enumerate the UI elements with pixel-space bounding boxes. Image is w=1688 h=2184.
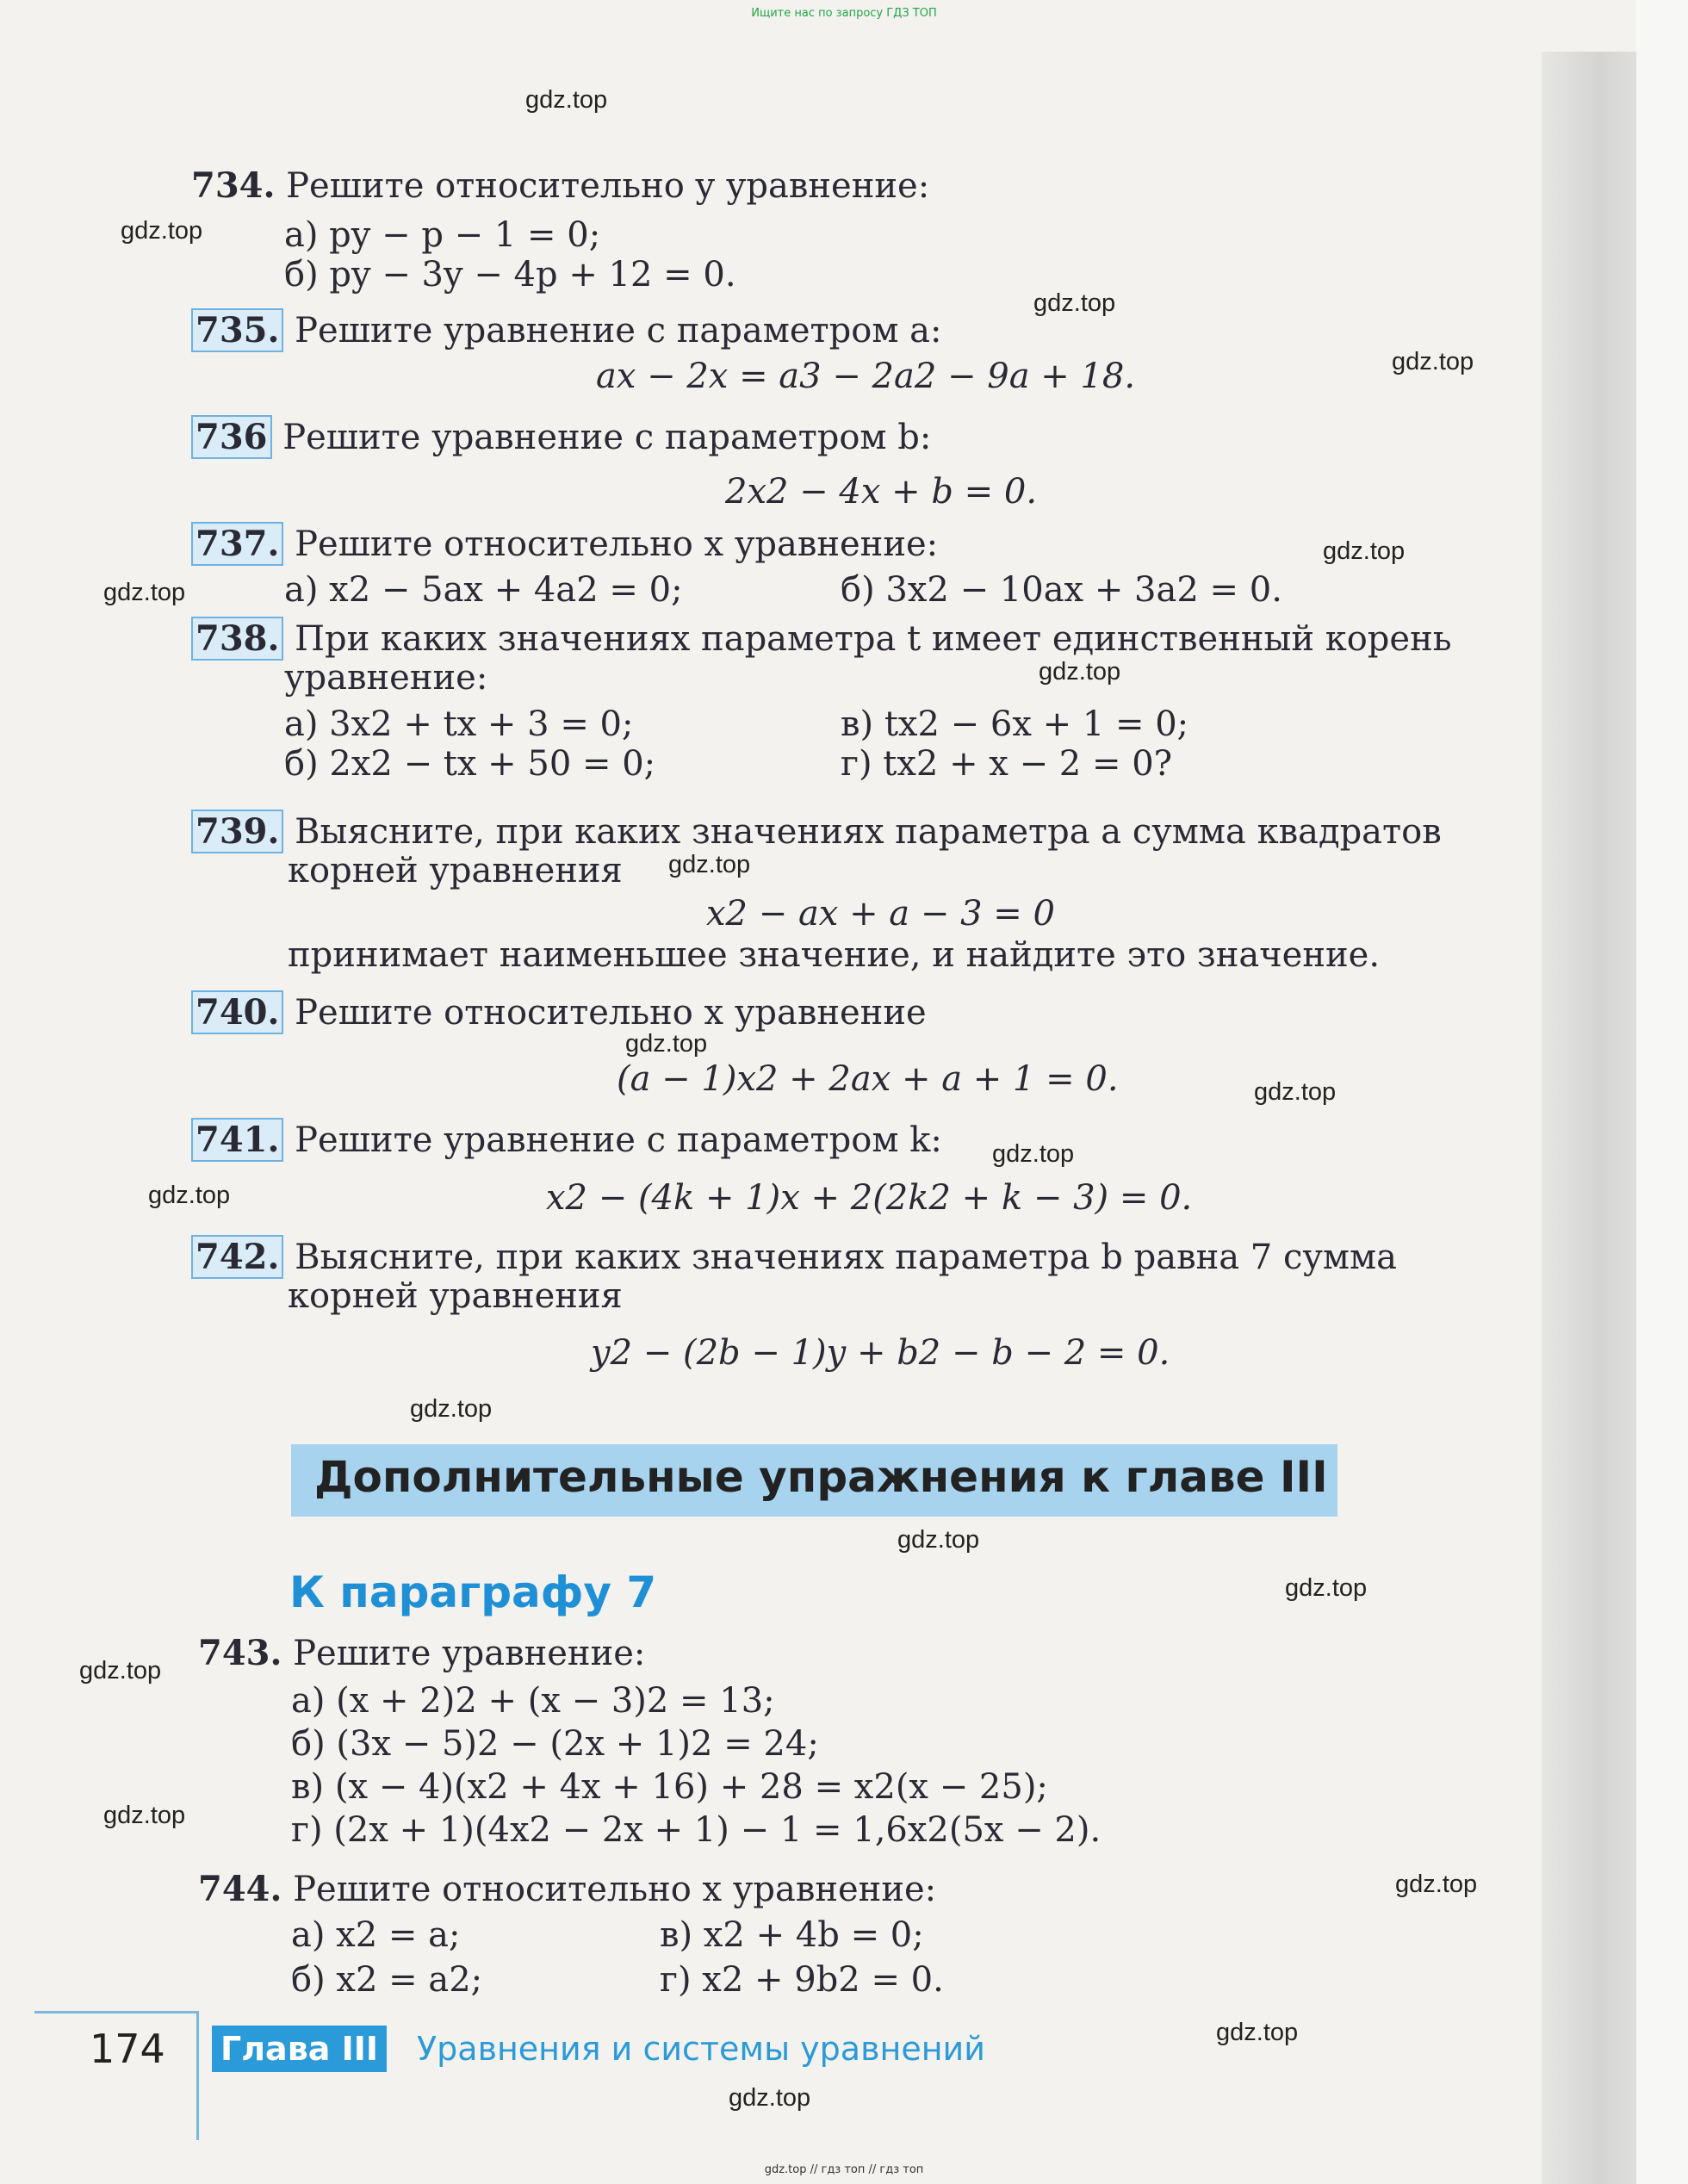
watermark: gdz.top: [79, 1657, 162, 1685]
exercise-743-v: в) (x − 4)(x2 + 4x + 16) + 28 = x2(x − 25);: [291, 1767, 1048, 1807]
exercise-734: 734. Решите относительно y уравнение:: [191, 165, 930, 206]
watermark: gdz.top: [1392, 348, 1474, 375]
exercise-737: 737. Решите относительно x уравнение:: [191, 524, 938, 565]
exercise-742-text2: корней уравнения: [288, 1276, 623, 1316]
exercise-736: 736 Решите уравнение с параметром b:: [191, 417, 931, 458]
exercise-742: 742. Выясните, при каких значениях параметра b равна 7 сумма: [191, 1237, 1397, 1278]
paragraph-title: К параграфу 7: [289, 1567, 657, 1617]
watermark: gdz.top: [897, 1526, 980, 1554]
exercise-737-a: а) x2 − 5ax + 4a2 = 0;: [284, 570, 683, 610]
exercise-742-formula: y2 − (2b − 1)y + b2 − b − 2 = 0.: [591, 1333, 1170, 1373]
exercise-740: 740. Решите относительно x уравнение: [191, 992, 927, 1033]
exercise-738-b: б) 2x2 − tx + 50 = 0;: [284, 744, 656, 784]
page-edge: [1636, 0, 1688, 2184]
footer-note: gdz.top // гдз топ // гдз топ: [764, 2163, 924, 2176]
exercise-741-formula: x2 − (4k + 1)x + 2(2k2 + k − 3) = 0.: [546, 1178, 1193, 1218]
footer-rule-vertical: [196, 2011, 199, 2140]
watermark: gdz.top: [525, 86, 608, 114]
exercise-738-text2: уравнение:: [284, 658, 488, 698]
exercise-743-a: а) (x + 2)2 + (x − 3)2 = 13;: [291, 1681, 775, 1721]
section-title: Дополнительные упражнения к главе III: [314, 1452, 1328, 1502]
watermark: gdz.top: [148, 1182, 231, 1209]
watermark: gdz.top: [121, 217, 203, 245]
watermark: gdz.top: [625, 1030, 708, 1058]
exercise-738-v: в) tx2 − 6x + 1 = 0;: [841, 704, 1189, 744]
watermark: gdz.top: [1323, 537, 1406, 565]
exercise-739-text3: принимает наименьшее значение, и найдите это значение.: [288, 935, 1381, 975]
exercise-735-formula: ax − 2x = a3 − 2a2 − 9a + 18.: [596, 357, 1136, 396]
footer-rule: [34, 2011, 198, 2013]
watermark: gdz.top: [103, 579, 186, 606]
watermark: gdz.top: [410, 1395, 493, 1423]
exercise-744-g: г) x2 + 9b2 = 0.: [660, 1960, 944, 2000]
watermark: gdz.top: [1216, 2019, 1299, 2046]
watermark: gdz.top: [992, 1140, 1075, 1168]
exercise-737-b: б) 3x2 − 10ax + 3a2 = 0.: [841, 570, 1282, 610]
watermark: gdz.top: [1285, 1574, 1368, 1602]
exercise-743: 743. Решите уравнение:: [198, 1633, 646, 1673]
chapter-name: Уравнения и системы уравнений: [417, 2030, 985, 2068]
exercise-734-b: б) py − 3y − 4p + 12 = 0.: [284, 255, 736, 295]
watermark: gdz.top: [729, 2084, 811, 2112]
exercise-736-formula: 2x2 − 4x + b = 0.: [725, 472, 1038, 512]
exercise-738: 738. При каких значениях параметра t имеет единственный корень: [191, 618, 1452, 660]
exercise-739-formula: x2 − ax + a − 3 = 0: [706, 894, 1055, 934]
exercise-744: 744. Решите относительно x уравнение:: [198, 1869, 937, 1909]
exercise-739-text2: корней уравнения: [288, 851, 623, 890]
exercise-738-g: г) tx2 + x − 2 = 0?: [841, 744, 1173, 784]
exercise-740-formula: (a − 1)x2 + 2ax + a + 1 = 0.: [617, 1059, 1119, 1099]
exercise-738-a: а) 3x2 + tx + 3 = 0;: [284, 704, 634, 744]
exercise-743-g: г) (2x + 1)(4x2 − 2x + 1) − 1 = 1,6x2(5x − 2).: [291, 1810, 1102, 1850]
chapter-badge: Глава III: [212, 2026, 387, 2072]
exercise-743-b: б) (3x − 5)2 − (2x + 1)2 = 24;: [291, 1724, 819, 1764]
exercise-735: 735. Решите уравнение с параметром a:: [191, 310, 941, 351]
exercise-744-b: б) x2 = a2;: [291, 1960, 483, 2000]
watermark: gdz.top: [1033, 289, 1116, 317]
watermark: gdz.top: [1254, 1078, 1337, 1106]
watermark: gdz.top: [1395, 1871, 1478, 1898]
exercise-744-v: в) x2 + 4b = 0;: [660, 1915, 924, 1955]
exercise-744-a: а) x2 = a;: [291, 1915, 461, 1955]
watermark: gdz.top: [103, 1802, 186, 1829]
exercise-734-a: а) py − p − 1 = 0;: [284, 215, 601, 255]
exercise-741: 741. Решите уравнение с параметром k:: [191, 1120, 942, 1161]
header-note: Ищите нас по запросу ГДЗ ТОП: [751, 7, 937, 20]
page-number: 174: [90, 2026, 165, 2072]
exercise-739: 739. Выясните, при каких значениях параметра a сумма квадратов: [191, 811, 1442, 853]
watermark: gdz.top: [1039, 658, 1121, 686]
watermark: gdz.top: [668, 851, 751, 878]
